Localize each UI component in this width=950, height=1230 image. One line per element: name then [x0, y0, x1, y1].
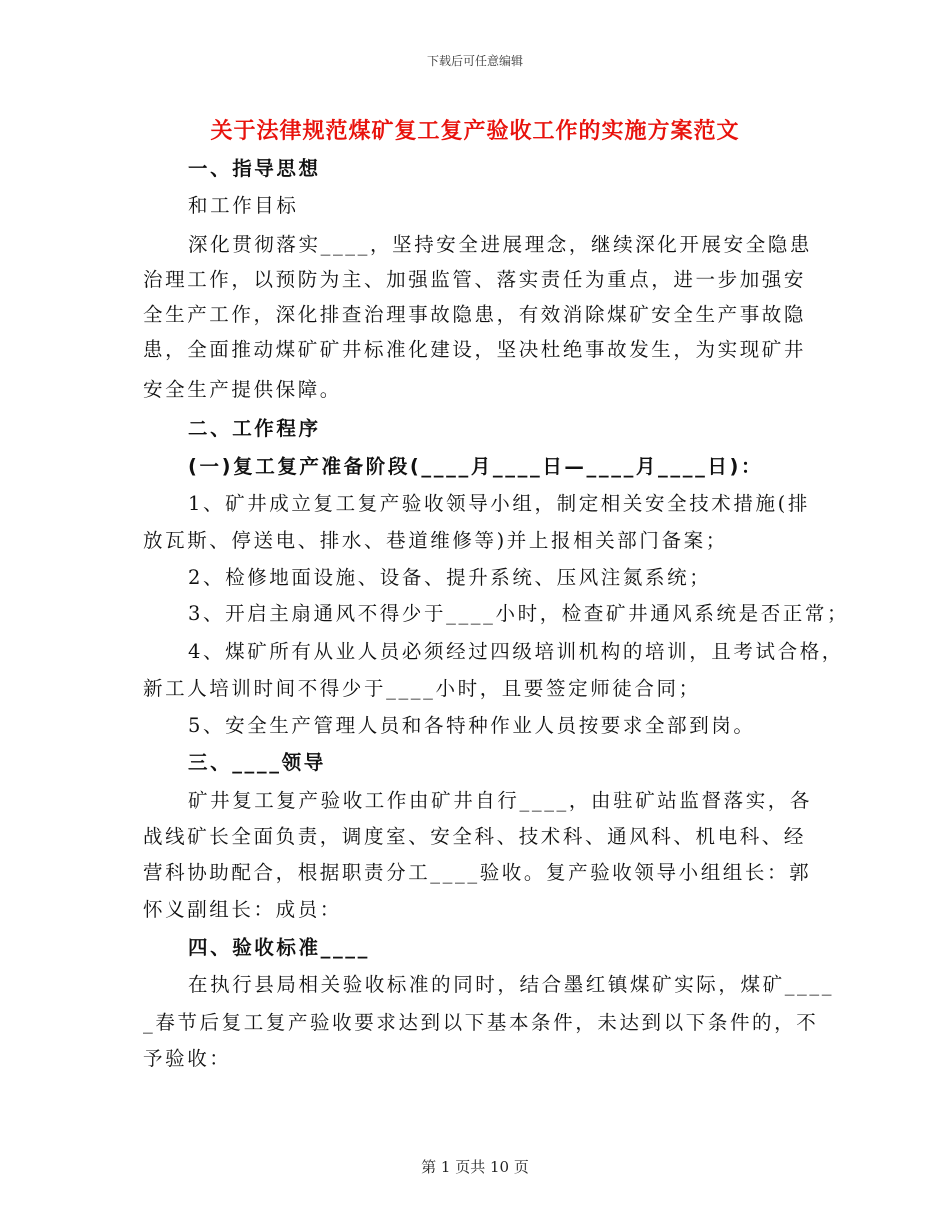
body-line: 1、矿井成立复工复产验收领导小组，制定相关安全技术措施(排 [188, 492, 810, 515]
body-line: 安全生产提供保障。 [143, 378, 342, 401]
body-line: 全生产工作，深化排查治理事故隐患，有效消除煤矿安全生产事故隐 [143, 303, 807, 326]
body-line: 放瓦斯、停送电、排水、巷道维修等)并上报相关部门备案； [143, 529, 728, 552]
section-heading-4: 四、验收标准____ [188, 936, 370, 959]
body-line: 战线矿长全面负责，调度室、安全科、技术科、通风科、机电科、经 [143, 825, 807, 848]
body-line: 2、检修地面设施、设备、提升系统、压风注氮系统； [188, 566, 712, 589]
body-line: 治理工作，以预防为主、加强监管、落实责任为重点，进一步加强安 [143, 268, 807, 291]
body-line: 怀义副组长：成员： [143, 898, 342, 921]
body-line: _春节后复工复产验收要求达到以下基本条件，未达到以下条件的，不 [143, 1011, 819, 1034]
body-line: 和工作目标 [188, 194, 299, 217]
section-heading-1: 一、指导思想 [188, 157, 321, 180]
body-line: 5、安全生产管理人员和各特种作业人员按要求全部到岗。 [188, 714, 756, 737]
body-line: 患，全面推动煤矿矿井标准化建设，坚决杜绝事故发生，为实现矿井 [143, 338, 807, 361]
body-line: 矿井复工复产验收工作由矿井自行____，由驻矿站监督落实，各 [188, 789, 813, 812]
body-line: 深化贯彻落实____，坚持安全进展理念，继续深化开展安全隐患 [188, 233, 813, 256]
page-header-note: 下载后可任意编辑 [426, 54, 523, 68]
section-heading-2: 二、工作程序 [188, 417, 321, 440]
body-line: 4、煤矿所有从业人员必须经过四级培训机构的培训，且考试合格， [188, 640, 844, 663]
body-line: 新工人培训时间不得少于____小时，且要签定师徒合同； [143, 677, 701, 700]
body-line: 予验收： [143, 1047, 232, 1070]
document-title: 关于法律规范煤矿复工复产验收工作的实施方案范文 [210, 119, 740, 144]
subsection-heading: (一)复工复产准备阶段(____月____日—____月____日)： [188, 455, 764, 478]
section-heading-3: 三、____领导 [188, 751, 326, 774]
body-line: 3、开启主扇通风不得少于____小时，检查矿井通风系统是否正常； [188, 602, 850, 625]
body-line: 在执行县局相关验收标准的同时，结合墨红镇煤矿实际，煤矿____ [188, 973, 835, 996]
page-number: 第 1 页共 10 页 [421, 1158, 529, 1176]
body-line: 营科协助配合，根据职责分工____验收。复产验收领导小组组长：郭 [143, 861, 812, 884]
